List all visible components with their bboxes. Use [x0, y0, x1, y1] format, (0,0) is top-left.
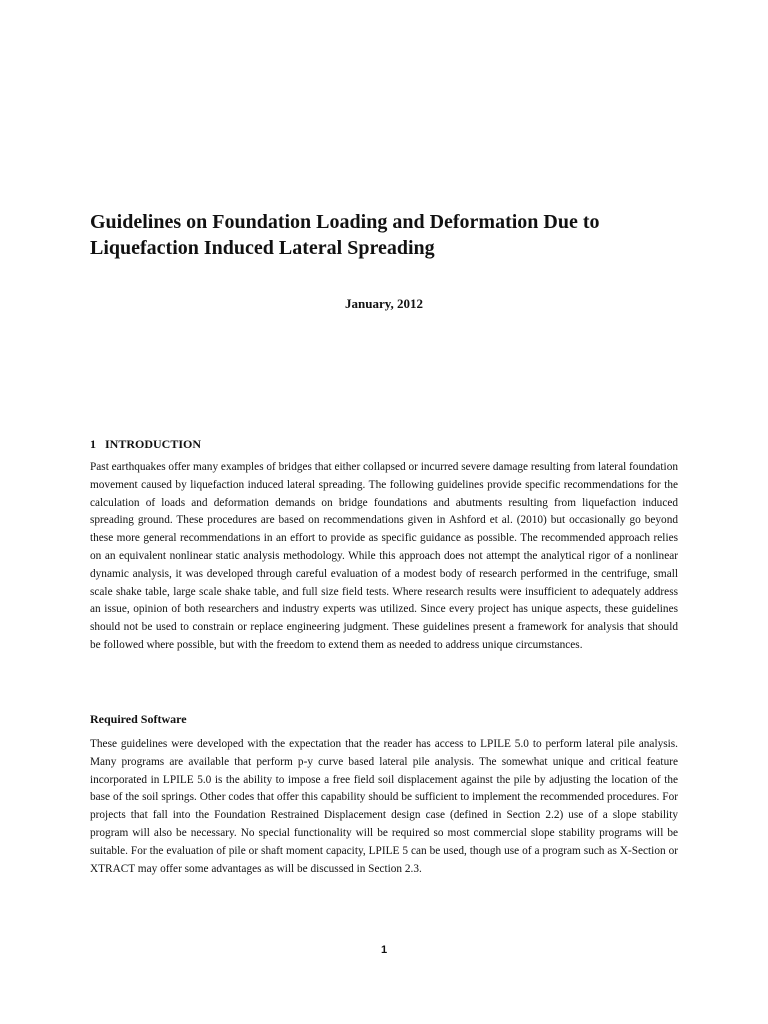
document-title: Guidelines on Foundation Loading and Deformation Due to Liquefaction Induced Lateral Spreading	[90, 211, 600, 259]
document-date: January, 2012	[344, 296, 423, 311]
subsection-heading: Required Software	[90, 712, 187, 726]
section-number: 1	[90, 437, 96, 451]
section-heading	[90, 437, 201, 452]
page-number: 1	[380, 944, 388, 956]
introduction-paragraph: Past earthquakes offer many examples of bridges that either collapsed or incurred severe damage resulting from lateral foundation movement caused by liquefaction induced lateral spreading. The following guidelines provide specific recommendations for the calculation of loads and deformation demands on bridge foundations and abutments resulting from liquefaction induced spreading ground. These procedures are based on recommendations given in Ashford et al. (2010) but occasionally go beyond these more general recommendations in an effort to provide as specific guidance as possible. The recommended approach relies on an equivalent nonlinear static analysis methodology. While this approach does not attempt the analytical rigor of a nonlinear dynamic analysis, it was developed through careful evaluation of a modest body of research performed in the centrifuge, small scale shake table, large scale shake table, and full size field tests. Where research results were insufficient to adequately address an issue, opinion of both researchers and industry experts was utilized. Since every project has unique aspects, these guidelines should not be used to constrain or replace engineering judgment. These guidelines present a framework for analysis that should be followed where possible, but with the freedom to extend them as needed to address unique circumstances.	[90, 461, 678, 651]
section-title: INTRODUCTION	[105, 437, 202, 451]
required-software-paragraph: These guidelines were developed with the expectation that the reader has access to LPILE 5.0 to perform lateral pile analysis. Many programs are available that perform p-y curve based lateral pile analysis. The somewhat unique and critical feature incorporated in LPILE 5.0 is the ability to impose a free field soil displacement against the pile by adjusting the location of the base of the soil springs. Other codes that offer this capability should be sufficient to implement the recommended procedures. For projects that fall into the Foundation Restrained Displacement design case (defined in Section 2.2) use of a slope stability program will also be necessary. No special functionality will be required so most commercial slope stability programs will be suitable. For the evaluation of pile or shaft moment capacity, LPILE 5 can be used, though use of a program such as X-Section or XTRACT may offer some advantages as will be discussed in Section 2.3.	[90, 738, 678, 875]
